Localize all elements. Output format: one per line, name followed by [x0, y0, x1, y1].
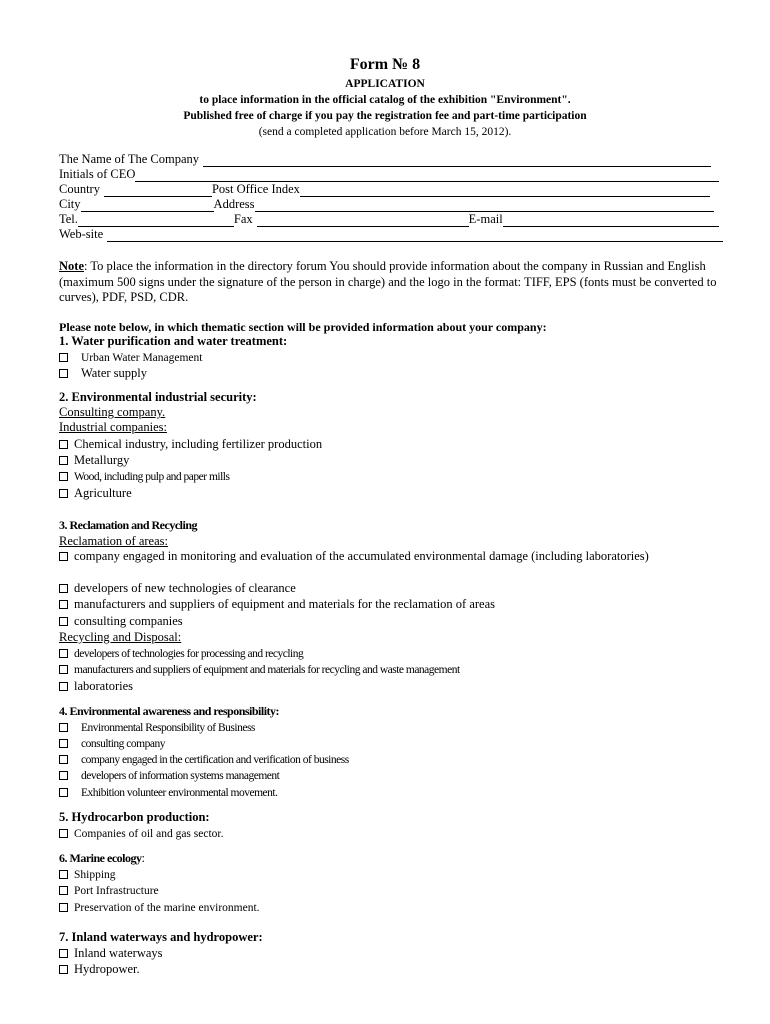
country-label: Country — [59, 182, 100, 196]
section-6-heading: 6. Marine ecology — [59, 851, 142, 865]
form-subtitle-2: Published free of charge if you pay the registration fee and part-time participation — [183, 110, 587, 122]
website-label: Web-site — [59, 227, 104, 241]
checkbox-icon[interactable] — [59, 723, 68, 732]
note-label: Note — [59, 259, 84, 273]
section-4-heading: 4. Environmental awareness and responsibility: — [59, 704, 280, 718]
tel-label: Tel. — [59, 212, 78, 226]
post-index-field[interactable] — [300, 184, 710, 197]
country-field[interactable] — [104, 184, 212, 197]
checkbox-icon[interactable] — [59, 788, 68, 797]
section-3-item[interactable]: developers of new technologies of clearance — [59, 581, 296, 596]
checkbox-icon[interactable] — [59, 870, 68, 879]
checkbox-icon[interactable] — [59, 965, 68, 974]
application-heading: APPLICATION — [345, 78, 425, 90]
company-name-label: The Name of The Company — [59, 152, 200, 166]
checkbox-icon[interactable] — [59, 755, 68, 764]
checkbox-icon[interactable] — [59, 584, 68, 593]
checkbox-icon[interactable] — [59, 829, 68, 838]
section-2-subheading-1: Consulting company. — [59, 405, 166, 419]
section-3-item[interactable]: developers of technologies for processing and recycling — [59, 646, 303, 661]
checkbox-icon[interactable] — [59, 649, 68, 658]
checkbox-icon[interactable] — [59, 440, 68, 449]
section-3-subheading-1: Reclamation of areas: — [59, 534, 168, 548]
section-3-item[interactable]: consulting companies — [59, 614, 183, 629]
tel-field[interactable] — [78, 214, 234, 227]
section-1-item[interactable]: Water supply — [59, 366, 147, 381]
section-4-item[interactable]: Environmental Responsibility of Business — [59, 720, 255, 735]
ceo-initials-field[interactable] — [135, 169, 719, 182]
city-row — [59, 197, 714, 212]
note-paragraph — [59, 259, 739, 306]
section-3-subheading-2: Recycling and Disposal: — [59, 630, 182, 644]
checkbox-icon[interactable] — [59, 353, 68, 362]
section-5-item[interactable]: Companies of oil and gas sector. — [59, 826, 223, 841]
section-3-item[interactable]: laboratories — [59, 679, 133, 694]
checkbox-icon[interactable] — [59, 552, 68, 561]
section-2-item[interactable]: Metallurgy — [59, 453, 129, 468]
section-7-item[interactable]: Inland waterways — [59, 946, 163, 961]
checkbox-icon[interactable] — [59, 949, 68, 958]
fax-field[interactable] — [257, 214, 469, 227]
section-6-heading-row: 6. Marine ecology: — [59, 851, 145, 865]
checkbox-icon[interactable] — [59, 600, 68, 609]
checkbox-icon[interactable] — [59, 665, 68, 674]
section-3-heading: 3. Reclamation and Recycling — [59, 518, 197, 532]
form-subtitle-3: (send a completed application before March 15, 2012). — [258, 126, 512, 138]
section-4-item[interactable]: developers of information systems management — [59, 768, 279, 783]
section-4-item[interactable]: consulting company — [59, 736, 165, 751]
ceo-initials-label: Initials of CEO — [59, 167, 136, 181]
section-intro: Please note below, in which thematic section will be provided information about your company: — [59, 320, 547, 334]
website-field[interactable] — [107, 229, 723, 242]
section-6-item[interactable]: Port Infrastructure — [59, 883, 159, 898]
section-3-item[interactable]: company engaged in monitoring and evaluation of the accumulated environmental damage (including laboratories) — [59, 549, 699, 565]
website-row — [59, 227, 723, 242]
country-row — [59, 182, 710, 197]
city-field[interactable] — [81, 199, 214, 212]
checkbox-icon[interactable] — [59, 903, 68, 912]
email-label: E-mail — [468, 212, 503, 226]
checkbox-icon[interactable] — [59, 682, 68, 691]
address-field[interactable] — [255, 199, 714, 212]
section-4-item[interactable]: company engaged in the certification and verification of business — [59, 752, 349, 767]
section-6-item[interactable]: Shipping — [59, 867, 116, 882]
checkbox-icon[interactable] — [59, 369, 68, 378]
checkbox-icon[interactable] — [59, 886, 68, 895]
section-2-item[interactable]: Chemical industry, including fertilizer production — [59, 437, 322, 452]
checkbox-icon[interactable] — [59, 456, 68, 465]
section-3-item[interactable]: manufacturers and suppliers of equipment and materials for the reclamation of areas — [59, 597, 495, 612]
company-name-row — [59, 152, 711, 167]
section-7-item[interactable]: Hydropower. — [59, 962, 140, 977]
tel-row — [59, 212, 719, 227]
email-field[interactable] — [503, 214, 719, 227]
section-6-item[interactable]: Preservation of the marine environment. — [59, 900, 260, 915]
section-5-heading: 5. Hydrocarbon production: — [59, 810, 210, 824]
section-2-heading: 2. Environmental industrial security: — [59, 390, 257, 404]
checkbox-icon[interactable] — [59, 472, 68, 481]
section-2-subheading-2: Industrial companies: — [59, 420, 167, 434]
company-name-field[interactable] — [203, 154, 711, 167]
form-subtitle-1: to place information in the official catalog of the exhibition "Environment". — [199, 94, 571, 106]
section-7-heading: 7. Inland waterways and hydropower: — [59, 930, 263, 944]
note-text: : To place the information in the directory forum You should provide information about the company in Russian and English (maximum 500 signs under the signature of the person in charge) and the logo in the format: TIFF, EPS (fonts must be converted to curves), PDF, PSD, CDR. — [59, 259, 717, 304]
checkbox-icon[interactable] — [59, 739, 68, 748]
checkbox-icon[interactable] — [59, 489, 68, 498]
section-1-item[interactable]: Urban Water Management — [59, 350, 202, 365]
section-4-item[interactable]: Exhibition volunteer environmental movement. — [59, 785, 277, 800]
city-label: City — [59, 197, 81, 211]
section-2-item[interactable]: Wood, including pulp and paper mills — [59, 469, 229, 484]
fax-label: Fax — [233, 212, 253, 226]
post-index-label: Post Office Index — [211, 182, 300, 196]
section-2-item[interactable]: Agriculture — [59, 486, 132, 501]
section-3-item[interactable]: manufacturers and suppliers of equipment and materials for recycling and waste management — [59, 662, 460, 677]
checkbox-icon[interactable] — [59, 617, 68, 626]
ceo-row — [59, 167, 719, 182]
address-label: Address — [213, 197, 255, 211]
checkbox-icon[interactable] — [59, 771, 68, 780]
section-1-heading: 1. Water purification and water treatment: — [59, 334, 288, 348]
form-title: Form № 8 — [349, 56, 421, 73]
